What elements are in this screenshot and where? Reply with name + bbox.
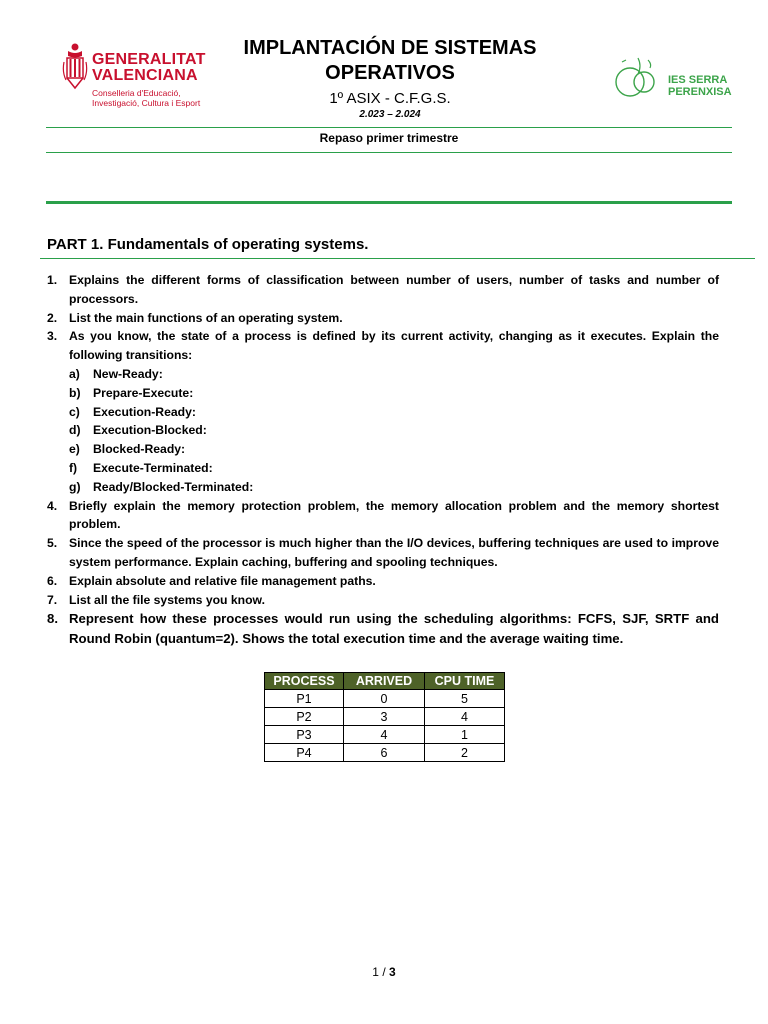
header-process: PROCESS	[265, 673, 344, 690]
subject-title: IMPLANTACIÓN DE SISTEMAS OPERATIVOS	[243, 37, 537, 84]
generalitat-name: GENERALITAT VALENCIANA	[92, 51, 206, 84]
table-cell: 1	[425, 726, 505, 744]
header-rule-thick	[46, 201, 732, 204]
question-1: 1. Explains the different forms of classification between number of users, number of tasks and number of processors.	[47, 273, 719, 306]
table-row	[265, 708, 505, 726]
page-number: 1 / 3	[372, 965, 396, 979]
question-3: 3. As you know, the state of a process is defined by its current activity, changing as it executes. Explain the following transitions:	[47, 329, 719, 363]
question-2: 2. List the main functions of an operating system.	[47, 310, 343, 325]
question-7: 7. List all the file systems you know.	[47, 592, 265, 607]
header-rule-top	[46, 127, 732, 128]
table-header-row	[265, 673, 505, 690]
table-cell: 4	[344, 726, 425, 744]
ies-name: IES SERRA PERENXISA	[668, 74, 732, 98]
table-cell: P1	[265, 690, 344, 708]
transition-a: a) New-Ready:	[69, 366, 163, 381]
part-rule	[40, 258, 755, 259]
question-4: 4. Briefly explain the memory protection problem, the memory allocation problem and the memory shortest problem.	[47, 498, 719, 532]
transition-f: f) Execute-Terminated:	[69, 460, 213, 475]
coat-of-arms-icon	[62, 42, 88, 94]
ies-serra-perenxisa-logo	[608, 54, 732, 104]
process-table	[264, 672, 505, 762]
header-rule-mid	[46, 152, 732, 153]
table-row	[265, 744, 505, 762]
table-cell: P2	[265, 708, 344, 726]
generalitat-logo	[62, 42, 212, 112]
transition-d: d) Execution-Blocked:	[69, 423, 207, 438]
transition-b: b) Prepare-Execute:	[69, 385, 194, 400]
table-cell: P3	[265, 726, 344, 744]
question-6: 6. Explain absolute and relative file management paths.	[47, 573, 376, 588]
conselleria-name: Conselleria d'Educació, Investigació, Cultura i Esport	[92, 88, 201, 108]
table-row	[265, 726, 505, 744]
question-5: 5. Since the speed of the processor is much higher than the I/O devices, buffering techniques are used to improve system performance. Explain caching, buffering and spooling techniques.	[47, 536, 719, 569]
table-cell: 6	[344, 744, 425, 762]
question-list	[47, 271, 719, 649]
question-8: 8. Represent how these processes would run using the scheduling algorithms: FCFS, SJF, SRTF and Round Robin (quantum=2). Shows the total execution time and the average waiting time.	[47, 611, 719, 647]
leaf-circles-icon	[608, 54, 668, 104]
table-cell: 5	[425, 690, 505, 708]
header-cpu-time: CPU TIME	[425, 673, 505, 690]
course-label: 1º ASIX - C.F.G.S.	[329, 90, 451, 107]
table-cell: 2	[425, 744, 505, 762]
header-arrived: ARRIVED	[344, 673, 425, 690]
transition-g: g) Ready/Blocked-Terminated:	[69, 479, 254, 494]
document-header	[220, 36, 560, 120]
table-cell: 4	[425, 708, 505, 726]
table-row	[265, 690, 505, 708]
table-cell: P4	[265, 744, 344, 762]
document-subtitle: Repaso primer trimestre	[319, 131, 459, 145]
transition-e: e) Blocked-Ready:	[69, 442, 186, 457]
transition-c: c) Execution-Ready:	[69, 404, 196, 419]
part1-title: PART 1. Fundamentals of operating systems.	[47, 236, 369, 253]
table-cell: 3	[344, 708, 425, 726]
table-cell: 0	[344, 690, 425, 708]
academic-year: 2.023 – 2.024	[359, 109, 421, 120]
